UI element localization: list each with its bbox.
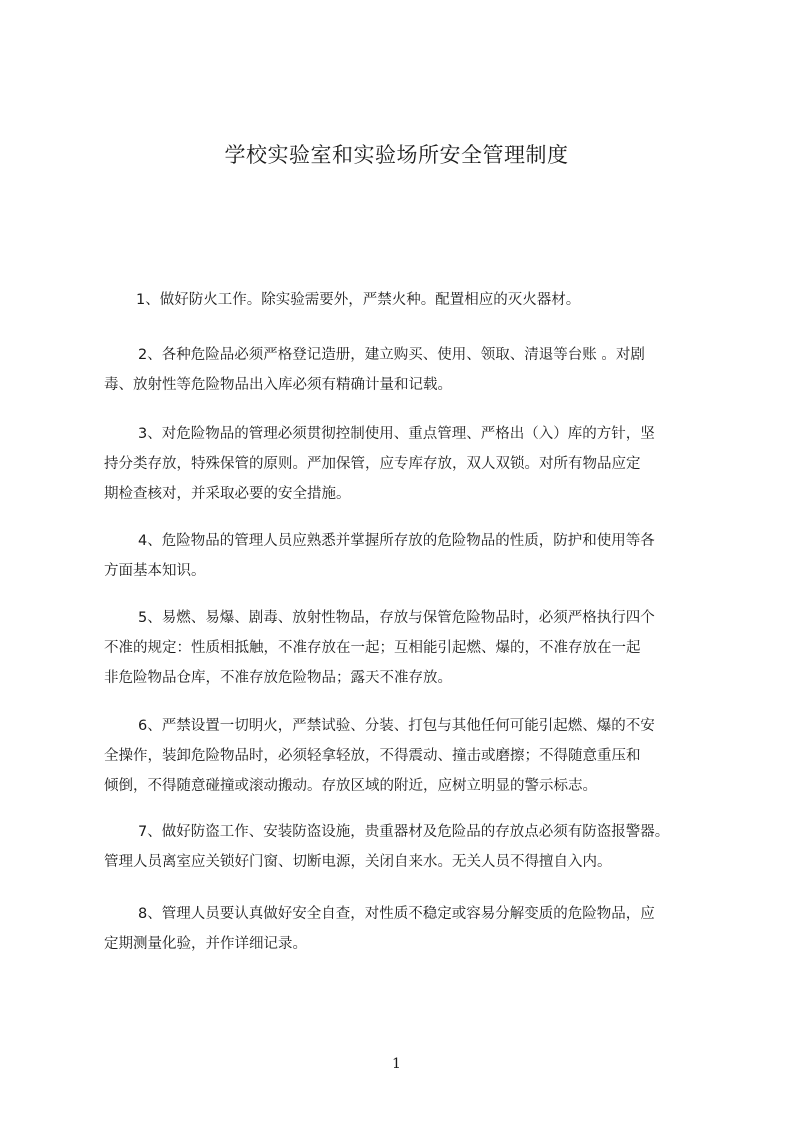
paragraph-line: 管理人员离室应关锁好门窗、切断电源，关闭自来水。无关人员不得擅自入内。 — [104, 854, 612, 870]
paragraph-3 — [104, 419, 724, 509]
paragraph-line: 8、管理人员要认真做好安全自查，对性质不稳定或容易分解变质的危险物品，应 — [138, 906, 655, 922]
paragraph-1 — [104, 285, 724, 315]
paragraph-line: 2、各种危险品必须严格登记造册，建立购买、使用、领取、清退等台账 。对剧 — [138, 347, 645, 363]
paragraph-line: 定期测量化验，并作详细记录。 — [104, 936, 307, 952]
paragraph-line: 期检查核对，并采取必要的安全措施。 — [104, 486, 351, 502]
paragraph-line: 5、易燃、易爆、剧毒、放射性物品，存放与保管危险物品时，必须严格执行四个 — [138, 610, 655, 626]
paragraph-4 — [104, 526, 724, 586]
page-number: 1 — [392, 1056, 401, 1072]
paragraph-line: 毒、放射性等危险物品出入库必须有精确计量和记载。 — [104, 377, 452, 393]
paragraph-line: 持分类存放，特殊保管的原则。严加保管，应专库存放，双人双锁。对所有物品应定 — [104, 456, 641, 472]
paragraph-5 — [104, 603, 724, 693]
paragraph-line: 非危险物品仓库，不准存放危险物品；露天不准存放。 — [104, 670, 452, 686]
paragraph-line: 倾倒，不得随意碰撞或滚动搬动。存放区域的附近，应树立明显的警示标志。 — [104, 778, 597, 794]
paragraph-line: 3、对危险物品的管理必须贯彻控制使用、重点管理、严格出（入）库的方针，坚 — [138, 426, 655, 442]
paragraph-8 — [104, 899, 724, 959]
paragraph-line: 1、做好防火工作。除实验需要外，严禁火种。配置相应的灭火器材。 — [136, 292, 581, 308]
paragraph-2 — [104, 340, 724, 400]
paragraph-6 — [104, 711, 724, 801]
paragraph-line: 7、做好防盗工作、安装防盗设施，贵重器材及危险品的存放点必须有防盗报警器。 — [138, 824, 670, 840]
paragraph-line: 6、严禁设置一切明火，严禁试验、分装、打包与其他任何可能引起燃、爆的不安 — [138, 718, 655, 734]
paragraph-line: 不准的规定：性质相抵触，不准存放在一起；互相能引起燃、爆的，不准存放在一起 — [104, 640, 641, 656]
paragraph-7 — [104, 817, 724, 877]
document-title: 学校实验室和实验场所安全管理制度 — [224, 143, 569, 167]
paragraph-line: 4、危险物品的管理人员应熟悉并掌握所存放的危险物品的性质，防护和使用等各 — [138, 533, 655, 549]
paragraph-line: 全操作，装卸危险物品时，必须轻拿轻放，不得震动、撞击或磨擦；不得随意重压和 — [104, 748, 641, 764]
paragraph-line: 方面基本知识。 — [104, 563, 206, 579]
